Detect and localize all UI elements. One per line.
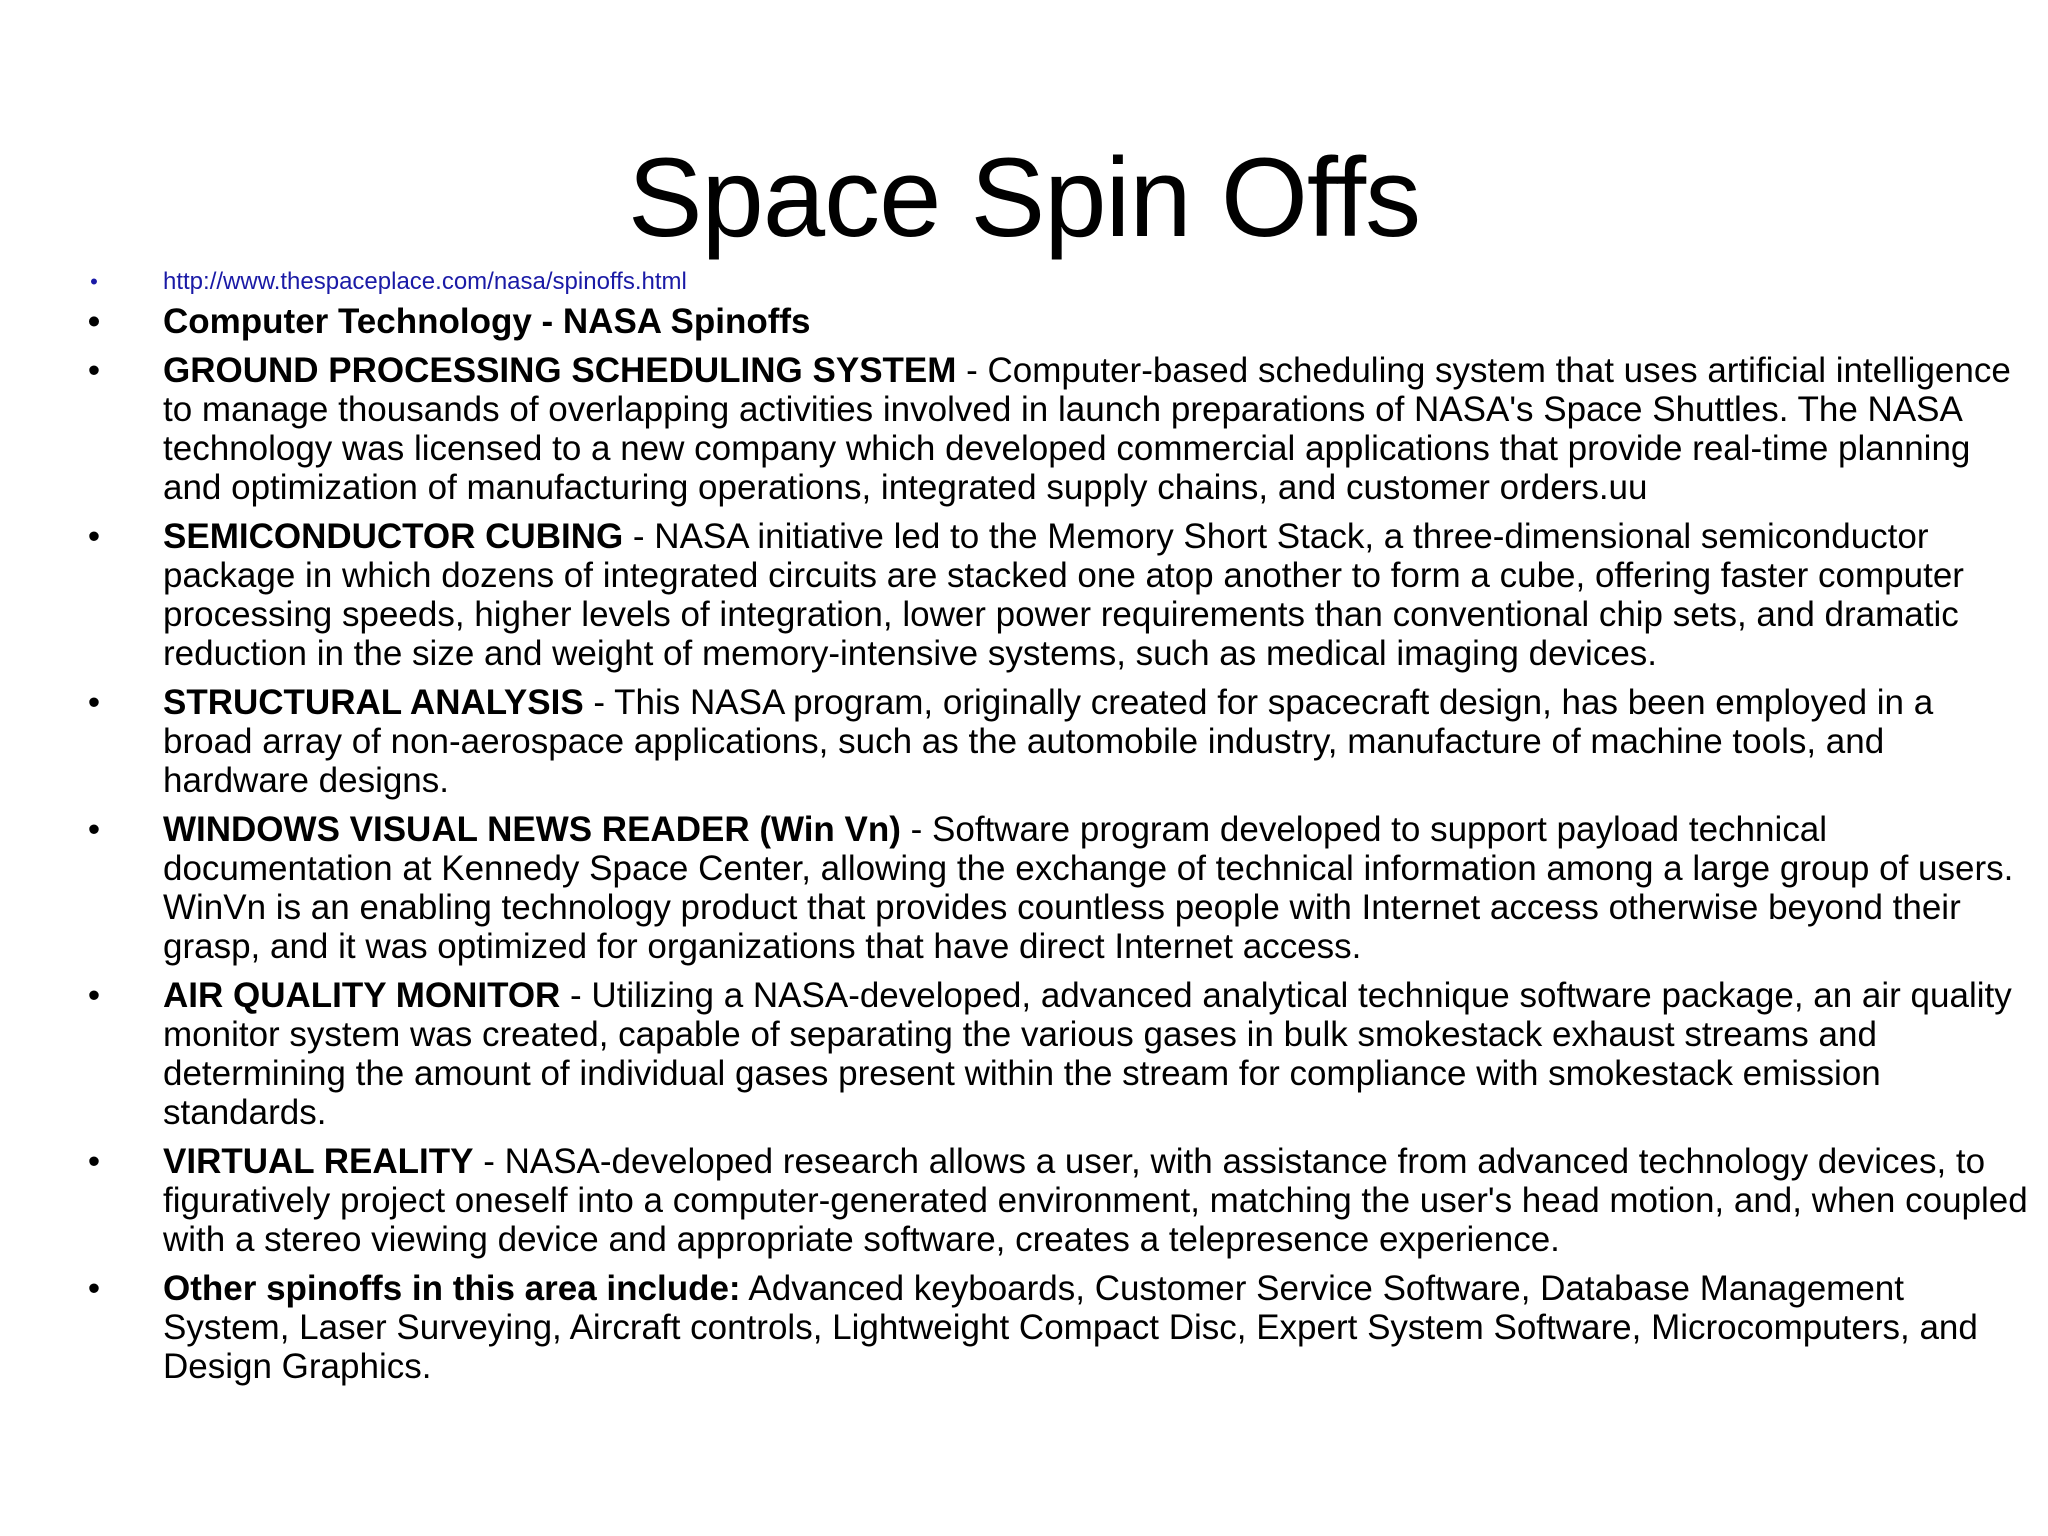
bullet-icon: • — [87, 517, 101, 556]
bullet-list — [0, 266, 2048, 1396]
item-text: - Software program developed to support payload technical documentation at Kennedy Space Center, allowing the exchange of technical information among a large group of users. WinVn is an enabling technology product that provides countless people with Internet access otherwise beyond their grasp, and it was optimized for organizations that have direct Internet access. — [163, 810, 2014, 966]
list-item — [0, 683, 2048, 800]
item-term: GROUND PROCESSING SCHEDULING SYSTEM — [163, 351, 957, 390]
subheading: Computer Technology - NASA Spinoffs — [163, 302, 811, 341]
list-item — [0, 351, 2048, 507]
item-text: - This NASA program, originally created for spacecraft design, has been employed in a broad array of non-aerospace applications, such as the automobile industry, manufacture of machine tools, and hardware designs. — [163, 683, 1934, 800]
list-item — [0, 810, 2048, 966]
item-text: - Utilizing a NASA-developed, advanced analytical technique software package, an air quality monitor system was created, capable of separating the various gases in bulk smokestack exhaust streams and determining the amount of individual gases present within the stream for compliance with smokestack emission standards. — [163, 976, 2012, 1132]
list-item — [0, 976, 2048, 1132]
item-term: VIRTUAL REALITY — [163, 1142, 474, 1181]
bullet-icon: • — [87, 1269, 101, 1308]
list-item — [0, 1142, 2048, 1259]
bullet-icon: • — [87, 683, 101, 722]
list-item-subheading — [0, 302, 2048, 341]
bullet-icon: • — [87, 302, 101, 341]
item-term: SEMICONDUCTOR CUBING — [163, 517, 624, 556]
bullet-icon: • — [87, 1142, 101, 1181]
list-item — [0, 517, 2048, 673]
list-item — [0, 1269, 2048, 1386]
item-text: Advanced keyboards, Customer Service Software, Database Management System, Laser Surveying, Aircraft controls, Lightweight Compact Disc, Expert System Software, Microcomputers, and Design Graphics. — [163, 1269, 1978, 1386]
item-term: WINDOWS VISUAL NEWS READER (Win Vn) — [163, 810, 901, 849]
bullet-icon: • — [87, 810, 101, 849]
item-term: AIR QUALITY MONITOR — [163, 976, 561, 1015]
bullet-icon: • — [90, 269, 98, 294]
bullet-icon: • — [87, 351, 101, 390]
item-text: - Computer-based scheduling system that uses artificial intelligence to manage thousands of overlapping activities involved in launch preparations of NASA's Space Shuttles. The NASA technology was licensed to a new company which developed commercial applications that provide real-time planning and optimization of manufacturing operations, integrated supply chains, and customer orders.uu — [163, 351, 2011, 507]
slide-title: Space Spin Offs — [627, 135, 1421, 260]
list-item-link — [0, 266, 2048, 298]
item-text: - NASA-developed research allows a user, with assistance from advanced technology devices, to figuratively project oneself into a computer-generated environment, matching the user's head motion, and, when coupled with a stereo viewing device and appropriate software, creates a telepresence experience. — [163, 1142, 2028, 1259]
spinoffs-link[interactable]: http://www.thespaceplace.com/nasa/spinoffs.html — [163, 268, 687, 295]
bullet-icon: • — [87, 976, 101, 1015]
item-text: - NASA initiative led to the Memory Short Stack, a three-dimensional semiconductor package in which dozens of integrated circuits are stacked one atop another to form a cube, offering faster computer processing speeds, higher levels of integration, lower power requirements than conventional chip sets, and dramatic reduction in the size and weight of memory-intensive systems, such as medical imaging devices. — [163, 517, 1964, 673]
item-term: Other spinoffs in this area include: — [163, 1269, 741, 1308]
item-term: STRUCTURAL ANALYSIS — [163, 683, 584, 722]
